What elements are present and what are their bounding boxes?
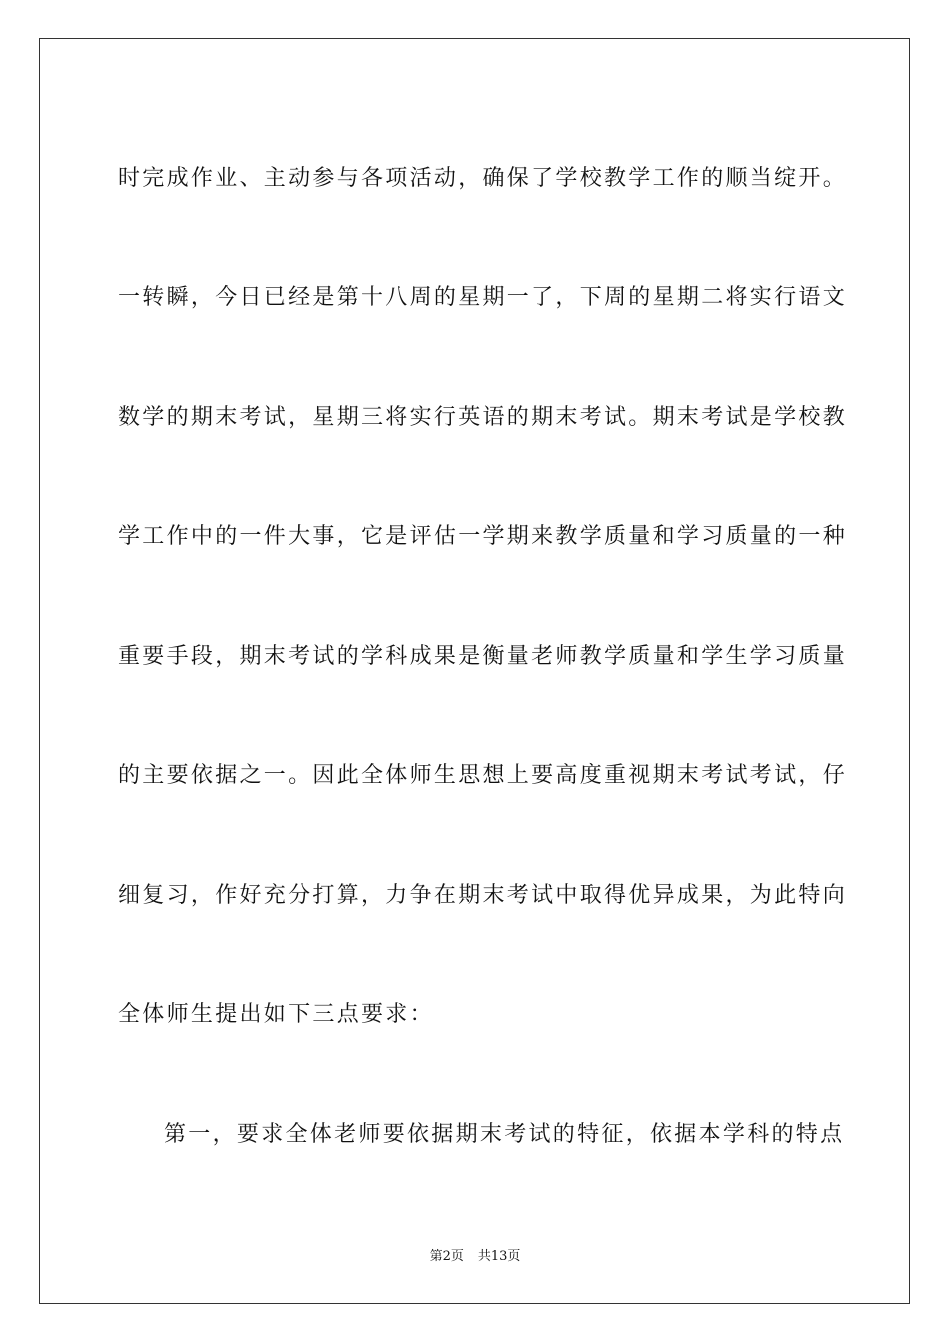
text-line: 时完成作业、主动参与各项活动，确保了学校教学工作的顺当绽开。 (118, 166, 848, 191)
text-line: 数学的期末考试，星期三将实行英语的期末考试。期末考试是学校教 (118, 405, 848, 430)
text-line: 细复习，作好充分打算，力争在期末考试中取得优异成果，为此特向 (118, 883, 848, 908)
text-line: 的主要依据之一。因此全体师生思想上要高度重视期末考试考试，仔 (118, 763, 848, 788)
text-line: 一转瞬，今日已经是第十八周的星期一了，下周的星期二将实行语文 (118, 285, 848, 310)
text-line: 学工作中的一件大事，它是评估一学期来教学质量和学习质量的一种 (118, 524, 848, 549)
text-line: 全体师生提出如下三点要求： (118, 1002, 434, 1027)
page-footer (0, 1248, 950, 1266)
page-number: 第2页 (429, 1249, 464, 1264)
page-total: 共13页 (477, 1249, 521, 1264)
page-border (39, 38, 910, 1304)
text-line-indented: 第一，要求全体老师要依据期末考试的特征，依据本学科的特点 (164, 1122, 845, 1147)
text-line: 重要手段，期末考试的学科成果是衡量老师教学质量和学生学习质量 (118, 644, 848, 669)
